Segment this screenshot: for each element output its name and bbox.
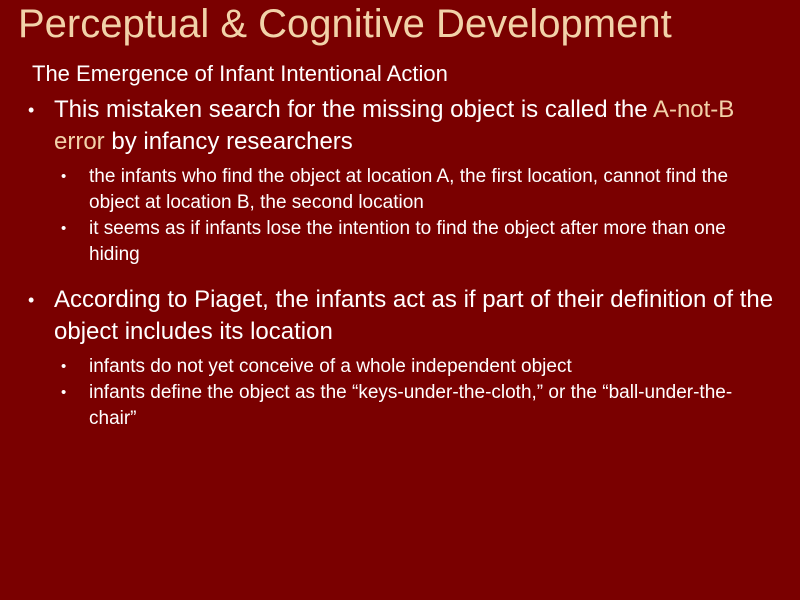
slide-body: [0, 94, 800, 432]
sub-bullet-intention: [61, 216, 779, 268]
sub-bullet-icon: •: [61, 384, 67, 401]
bullet-icon: •: [28, 290, 35, 310]
sub-bullet-icon: •: [61, 220, 67, 237]
sub-bullet-location: [61, 164, 779, 216]
bullet-a-not-b: [28, 94, 789, 158]
bullet-piaget: [28, 284, 789, 348]
bullet-text-end: by infancy researchers: [104, 128, 353, 155]
bullet-text: This mistaken search for the missing object is called the: [54, 96, 653, 123]
slide-subtitle: The Emergence of Infant Intentional Action: [32, 61, 448, 86]
sub-bullet-whole-object: [61, 354, 779, 380]
bullet-text: According to Piaget, the infants act as if part of their definition of the object includes its location: [54, 286, 774, 345]
sub-bullet-text: infants define the object as the “keys-under-the-cloth,” or the “ball-under-the-chair”: [89, 382, 733, 429]
sub-bullet-icon: •: [61, 358, 67, 375]
sub-bullet-text: it seems as if infants lose the intention to find the object after more than one hiding: [89, 218, 726, 265]
sub-bullet-text: infants do not yet conceive of a whole independent object: [89, 356, 572, 377]
a-not-b-term: A-not-B error: [54, 96, 735, 155]
sub-bullet-text: the infants who find the object at location A, the first location, cannot find the object at location B, the second location: [89, 166, 729, 213]
sub-bullet-define-object: [61, 380, 779, 432]
slide-title: Perceptual & Cognitive Development: [18, 2, 672, 46]
sub-bullet-icon: •: [61, 168, 67, 185]
bullet-icon: •: [28, 100, 35, 120]
